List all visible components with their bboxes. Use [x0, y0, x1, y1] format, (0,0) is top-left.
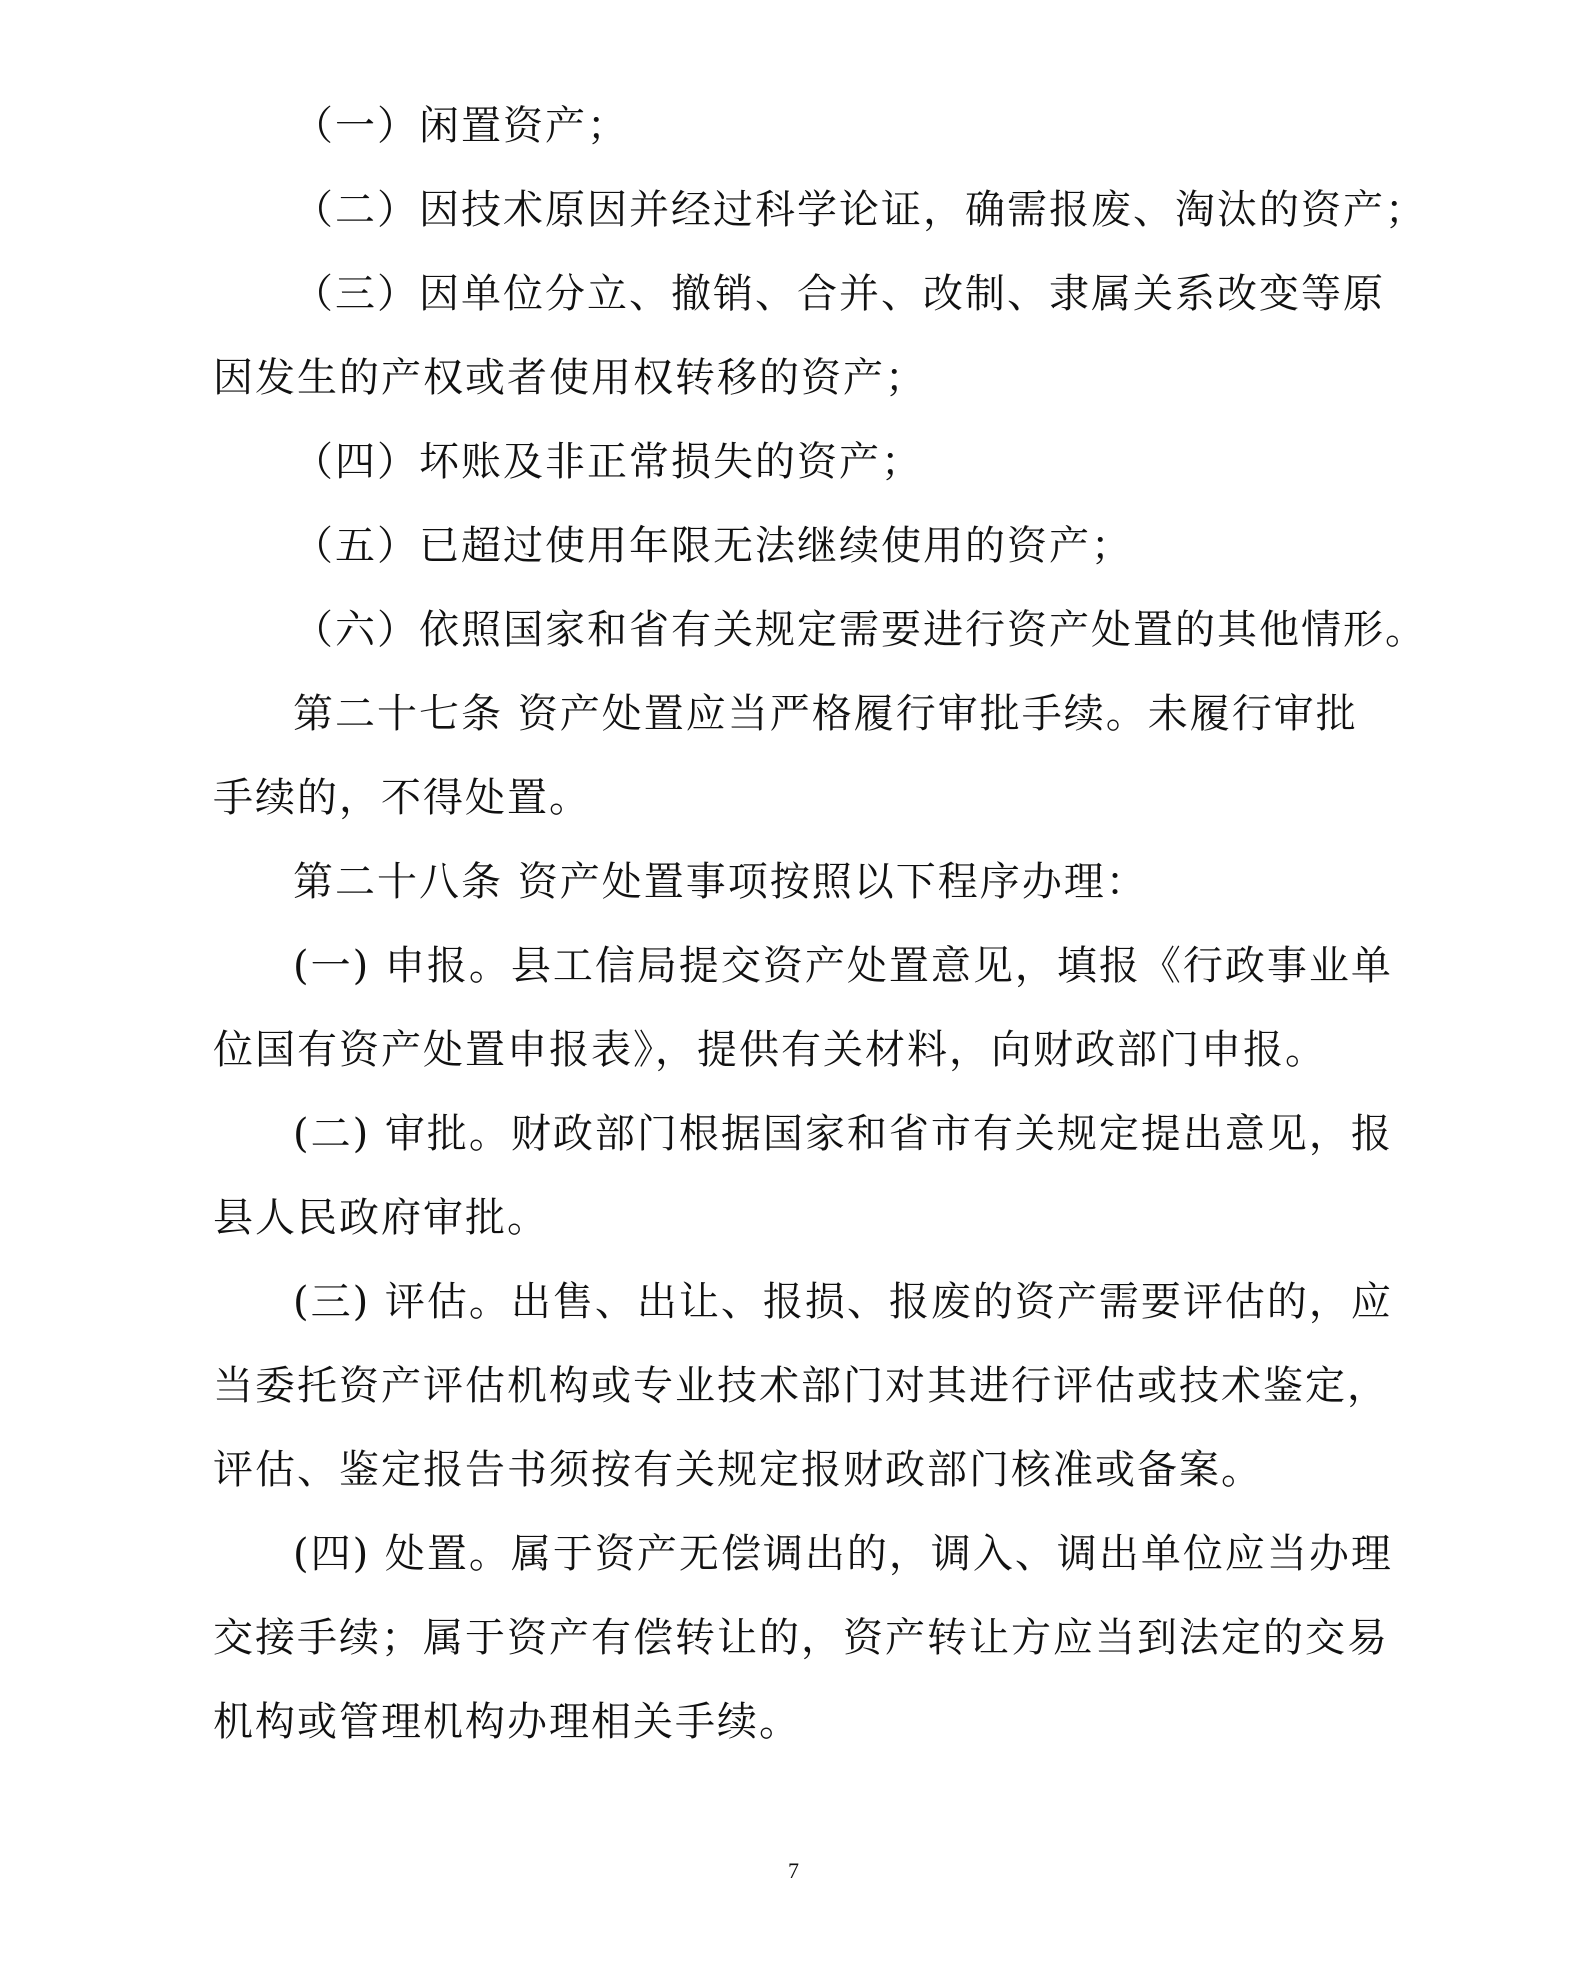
- document-body: [213, 84, 1427, 1764]
- list-item-scrapped-assets: （二）因技术原因并经过科学论证，确需报废、淘汰的资产；: [293, 187, 1427, 233]
- procedure-evaluate: (三) 评估。出售、出让、报损、报废的资产需要评估的，应: [293, 1279, 1393, 1325]
- procedure-dispose: (四) 处置。属于资产无偿调出的，调入、调出单位应当办理: [293, 1531, 1393, 1577]
- list-item-idle-assets: （一）闲置资产；: [293, 103, 629, 149]
- list-item-bad-debts: （四）坏账及非正常损失的资产；: [293, 439, 923, 485]
- procedure-evaluate-cont-2: 评估、鉴定报告书须按有关规定报财政部门核准或备案。: [213, 1447, 1263, 1493]
- procedure-declare-cont: 位国有资产处置申报表》，提供有关材料，向财政部门申报。: [213, 1027, 1327, 1073]
- procedure-dispose-cont-1: 交接手续；属于资产有偿转让的，资产转让方应当到法定的交易: [213, 1615, 1389, 1661]
- procedure-dispose-cont-2: 机构或管理机构办理相关手续。: [213, 1699, 801, 1745]
- procedure-declare: (一) 申报。县工信局提交资产处置意见，填报《行政事业单: [293, 943, 1393, 989]
- procedure-approve: (二) 审批。财政部门根据国家和省市有关规定提出意见，报: [293, 1111, 1393, 1157]
- procedure-approve-cont: 县人民政府审批。: [213, 1195, 549, 1241]
- article-27-cont: 手续的，不得处置。: [213, 775, 591, 821]
- list-item-expired-assets: （五）已超过使用年限无法继续使用的资产；: [293, 523, 1133, 569]
- page-number: 7: [788, 1858, 799, 1883]
- procedure-evaluate-cont-1: 当委托资产评估机构或专业技术部门对其进行评估或技术鉴定，: [213, 1363, 1389, 1409]
- list-item-transfer-assets: （三）因单位分立、撤销、合并、改制、隶属关系改变等原: [293, 271, 1385, 317]
- list-item-transfer-assets-cont: 因发生的产权或者使用权转移的资产；: [213, 355, 927, 401]
- list-item-other-cases: （六）依照国家和省有关规定需要进行资产处置的其他情形。: [293, 607, 1427, 653]
- article-27: 第二十七条 资产处置应当严格履行审批手续。未履行审批: [293, 691, 1358, 737]
- article-28: 第二十八条 资产处置事项按照以下程序办理：: [293, 859, 1148, 905]
